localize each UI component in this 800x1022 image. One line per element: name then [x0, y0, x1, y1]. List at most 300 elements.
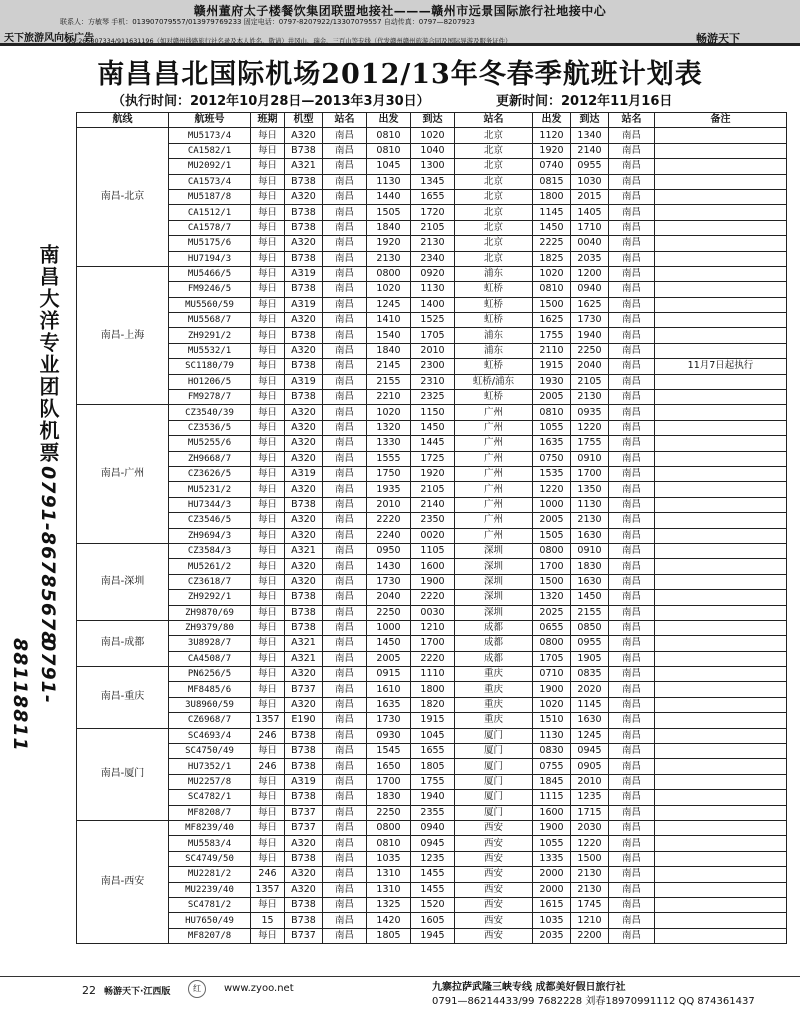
table-cell: 1330: [367, 436, 411, 451]
table-cell: 每日: [251, 328, 285, 343]
table-cell: 南昌: [323, 159, 367, 174]
flight-number-cell: CA4508/7: [169, 651, 251, 666]
table-cell: 每日: [251, 251, 285, 266]
table-cell: 南昌: [323, 374, 367, 389]
table-cell: 1755: [533, 328, 571, 343]
table-cell: A320: [285, 882, 323, 897]
table-cell: B738: [285, 497, 323, 512]
table-cell: 0815: [533, 174, 571, 189]
table-cell: 0905: [571, 759, 609, 774]
table-row: [77, 390, 787, 405]
table-cell: 南昌: [323, 605, 367, 620]
table-row: [77, 636, 787, 651]
table-cell: 2240: [367, 528, 411, 543]
table-cell: 南昌: [323, 266, 367, 281]
table-cell: 0800: [367, 266, 411, 281]
table-cell: 1345: [411, 174, 455, 189]
table-cell: 1600: [533, 805, 571, 820]
table-row: [77, 790, 787, 805]
table-cell: 南昌: [323, 805, 367, 820]
table-cell: 每日: [251, 374, 285, 389]
table-cell: 南昌: [323, 328, 367, 343]
table-row: [77, 466, 787, 481]
side-ad-strip: [9, 244, 62, 804]
table-cell: 1455: [411, 882, 455, 897]
table-cell: A320: [285, 189, 323, 204]
table-cell: 1500: [533, 574, 571, 589]
remark-cell: [655, 651, 787, 666]
table-cell: 厦门: [455, 805, 533, 820]
table-cell: B738: [285, 220, 323, 235]
table-cell: 广州: [455, 513, 533, 528]
table-cell: 1730: [571, 313, 609, 328]
table-cell: 1235: [411, 851, 455, 866]
table-cell: 0800: [533, 636, 571, 651]
table-cell: 南昌: [609, 251, 655, 266]
table-cell: 南昌: [323, 559, 367, 574]
table-cell: 南昌: [609, 636, 655, 651]
remark-cell: 11月7日起执行: [655, 359, 787, 374]
table-row: [77, 759, 787, 774]
table-cell: 1145: [571, 697, 609, 712]
table-cell: 2130: [571, 513, 609, 528]
table-cell: 1420: [367, 913, 411, 928]
table-cell: 西安: [455, 836, 533, 851]
table-row: [77, 451, 787, 466]
table-cell: 南昌: [609, 836, 655, 851]
table-cell: A320: [285, 482, 323, 497]
table-cell: 1105: [411, 543, 455, 558]
remark-cell: [655, 497, 787, 512]
table-cell: 0810: [533, 405, 571, 420]
table-cell: 0940: [571, 282, 609, 297]
table-cell: 南昌: [323, 482, 367, 497]
table-cell: 深圳: [455, 574, 533, 589]
table-cell: 每日: [251, 436, 285, 451]
table-cell: 2130: [571, 867, 609, 882]
table-cell: 0810: [533, 282, 571, 297]
table-cell: 2105: [411, 220, 455, 235]
table-cell: 0020: [411, 528, 455, 543]
table-cell: 1350: [571, 482, 609, 497]
table-cell: 2310: [411, 374, 455, 389]
table-cell: 0945: [411, 836, 455, 851]
table-cell: 南昌: [323, 744, 367, 759]
table-cell: 1000: [533, 497, 571, 512]
table-cell: A320: [285, 451, 323, 466]
brand-logo: 红: [188, 980, 206, 998]
table-cell: 南昌: [609, 744, 655, 759]
table-cell: 南昌: [323, 405, 367, 420]
table-row: [77, 482, 787, 497]
table-cell: A320: [285, 436, 323, 451]
table-cell: B737: [285, 820, 323, 835]
table-cell: 每日: [251, 236, 285, 251]
table-cell: 南昌: [609, 328, 655, 343]
table-cell: 2210: [367, 390, 411, 405]
table-cell: 深圳: [455, 590, 533, 605]
table-cell: 南昌: [609, 528, 655, 543]
table-row: [77, 143, 787, 158]
table-cell: B738: [285, 790, 323, 805]
flight-number-cell: HO1206/5: [169, 374, 251, 389]
table-cell: 1700: [367, 774, 411, 789]
table-cell: 重庆: [455, 667, 533, 682]
table-cell: 南昌: [323, 667, 367, 682]
table-cell: 虹桥: [455, 282, 533, 297]
table-cell: 2040: [367, 590, 411, 605]
table-cell: 1400: [411, 297, 455, 312]
table-cell: 南昌: [609, 820, 655, 835]
table-cell: 厦门: [455, 790, 533, 805]
table-cell: 2145: [367, 359, 411, 374]
table-row: [77, 882, 787, 897]
table-cell: 1020: [367, 405, 411, 420]
column-header: 航线: [77, 113, 169, 128]
table-cell: 2010: [411, 343, 455, 358]
table-cell: 每日: [251, 744, 285, 759]
remark-cell: [655, 466, 787, 481]
table-cell: 2200: [571, 928, 609, 943]
table-cell: 1020: [367, 282, 411, 297]
table-cell: 1900: [533, 820, 571, 835]
table-cell: B737: [285, 805, 323, 820]
table-cell: 2030: [571, 820, 609, 835]
table-cell: B738: [285, 174, 323, 189]
table-row: [77, 682, 787, 697]
table-cell: 1145: [533, 205, 571, 220]
table-cell: 1725: [411, 451, 455, 466]
flight-number-cell: CA1578/7: [169, 220, 251, 235]
table-cell: A320: [285, 513, 323, 528]
table-cell: 每日: [251, 590, 285, 605]
table-cell: 南昌: [323, 143, 367, 158]
table-cell: 南昌: [609, 790, 655, 805]
table-row: [77, 867, 787, 882]
remark-cell: [655, 266, 787, 281]
exec-period: （执行时间：2012年10月28日—2013年3月30日）: [112, 94, 430, 109]
table-cell: 2130: [411, 236, 455, 251]
table-cell: 1020: [411, 128, 455, 143]
table-row: [77, 744, 787, 759]
page-title: 南昌昌北国际机场2012/13年冬春季航班计划表: [97, 59, 703, 90]
table-cell: 1830: [571, 559, 609, 574]
footer-website[interactable]: www.zyoo.net: [224, 983, 294, 994]
table-cell: 深圳: [455, 605, 533, 620]
table-cell: 南昌: [609, 651, 655, 666]
table-cell: 1945: [411, 928, 455, 943]
table-cell: 1405: [571, 205, 609, 220]
table-cell: 南昌: [609, 236, 655, 251]
table-cell: 0945: [571, 744, 609, 759]
flight-number-cell: MU2092/1: [169, 159, 251, 174]
table-cell: 厦门: [455, 728, 533, 743]
table-cell: 厦门: [455, 774, 533, 789]
table-cell: 每日: [251, 790, 285, 805]
table-cell: 0810: [367, 836, 411, 851]
remark-cell: [655, 667, 787, 682]
table-cell: 南昌: [609, 266, 655, 281]
table-cell: B738: [285, 359, 323, 374]
table-cell: 1625: [533, 313, 571, 328]
table-cell: 1600: [411, 559, 455, 574]
table-cell: 每日: [251, 174, 285, 189]
flight-number-cell: MU5255/6: [169, 436, 251, 451]
table-cell: 南昌: [609, 774, 655, 789]
table-cell: B737: [285, 928, 323, 943]
table-cell: 1245: [571, 728, 609, 743]
table-cell: A320: [285, 236, 323, 251]
flight-schedule-table: [76, 112, 787, 944]
table-cell: 1450: [571, 590, 609, 605]
table-cell: 2140: [411, 497, 455, 512]
table-cell: 每日: [251, 313, 285, 328]
table-cell: 南昌: [609, 497, 655, 512]
table-cell: 1705: [411, 328, 455, 343]
table-cell: 每日: [251, 836, 285, 851]
route-cell: 南昌-重庆: [77, 667, 169, 729]
flight-number-cell: MU5568/7: [169, 313, 251, 328]
remark-cell: [655, 574, 787, 589]
table-cell: 2325: [411, 390, 455, 405]
flight-number-cell: CA1582/1: [169, 143, 251, 158]
table-cell: 南昌: [609, 128, 655, 143]
table-cell: 2000: [533, 867, 571, 882]
table-cell: 广州: [455, 420, 533, 435]
table-cell: 南昌: [609, 543, 655, 558]
table-cell: 南昌: [609, 143, 655, 158]
flight-number-cell: MU5173/4: [169, 128, 251, 143]
remark-cell: [655, 728, 787, 743]
flight-number-cell: ZH9291/2: [169, 328, 251, 343]
table-cell: 1210: [411, 620, 455, 635]
table-cell: 1115: [533, 790, 571, 805]
table-cell: 南昌: [609, 313, 655, 328]
table-cell: 0655: [533, 620, 571, 635]
table-cell: 浦东: [455, 328, 533, 343]
column-header: 出发: [367, 113, 411, 128]
header-right-tag: 畅游天下: [696, 32, 740, 45]
table-cell: 重庆: [455, 682, 533, 697]
table-row: [77, 405, 787, 420]
table-cell: 南昌: [609, 574, 655, 589]
table-cell: 2040: [571, 359, 609, 374]
flight-number-cell: MU5261/2: [169, 559, 251, 574]
table-cell: 南昌: [609, 390, 655, 405]
table-cell: 北京: [455, 159, 533, 174]
table-cell: 每日: [251, 497, 285, 512]
remark-cell: [655, 159, 787, 174]
table-cell: 每日: [251, 343, 285, 358]
column-header: 站名: [609, 113, 655, 128]
table-cell: 南昌: [323, 390, 367, 405]
table-cell: 南昌: [609, 451, 655, 466]
table-cell: B738: [285, 897, 323, 912]
table-row: [77, 205, 787, 220]
remark-cell: [655, 297, 787, 312]
table-cell: A320: [285, 867, 323, 882]
remark-cell: [655, 790, 787, 805]
table-cell: 每日: [251, 897, 285, 912]
header-qq-line: QQ:265807334/911631196（如对赣州线路旅行社名录及本人姓名，敬请）井冈山、瑞金、三百山等专线（代发赣州赣州旅游合同及国际导游及服务证件）: [66, 37, 512, 45]
table-cell: 1540: [367, 328, 411, 343]
flight-number-cell: MU5231/2: [169, 482, 251, 497]
table-row: [77, 774, 787, 789]
flight-number-cell: CZ6968/7: [169, 713, 251, 728]
table-cell: 1500: [571, 851, 609, 866]
table-cell: 1510: [533, 713, 571, 728]
column-header: 机型: [285, 113, 323, 128]
table-cell: 1235: [571, 790, 609, 805]
table-cell: 南昌: [609, 359, 655, 374]
remark-cell: [655, 851, 787, 866]
table-cell: 浦东: [455, 266, 533, 281]
table-row: [77, 313, 787, 328]
table-cell: 浦东: [455, 343, 533, 358]
table-cell: 深圳: [455, 543, 533, 558]
table-row: [77, 836, 787, 851]
table-cell: A319: [285, 774, 323, 789]
table-cell: 1840: [367, 220, 411, 235]
table-cell: 北京: [455, 189, 533, 204]
flight-number-cell: SC4693/4: [169, 728, 251, 743]
table-cell: 广州: [455, 436, 533, 451]
table-row: [77, 374, 787, 389]
table-cell: B738: [285, 205, 323, 220]
table-cell: 1940: [571, 328, 609, 343]
remark-cell: [655, 713, 787, 728]
table-cell: 1700: [571, 466, 609, 481]
table-cell: A321: [285, 636, 323, 651]
route-cell: 南昌-深圳: [77, 543, 169, 620]
table-cell: 1635: [533, 436, 571, 451]
table-cell: B738: [285, 728, 323, 743]
flight-number-cell: MU5466/5: [169, 266, 251, 281]
table-cell: 1505: [367, 205, 411, 220]
table-row: [77, 651, 787, 666]
remark-cell: [655, 820, 787, 835]
table-cell: 1110: [411, 667, 455, 682]
remark-cell: [655, 220, 787, 235]
table-cell: 1000: [367, 620, 411, 635]
table-cell: 2340: [411, 251, 455, 266]
table-cell: 每日: [251, 282, 285, 297]
table-cell: 1035: [533, 913, 571, 928]
table-row: [77, 543, 787, 558]
remark-cell: [655, 636, 787, 651]
table-cell: 0800: [367, 820, 411, 835]
table-cell: 1150: [411, 405, 455, 420]
table-cell: 南昌: [323, 251, 367, 266]
table-cell: 1500: [533, 297, 571, 312]
table-cell: 南昌: [323, 790, 367, 805]
table-row: [77, 851, 787, 866]
table-row: [77, 297, 787, 312]
table-cell: 2105: [411, 482, 455, 497]
table-cell: 深圳: [455, 559, 533, 574]
table-cell: 南昌: [609, 605, 655, 620]
table-cell: A320: [285, 343, 323, 358]
table-cell: 246: [251, 867, 285, 882]
flight-number-cell: SC4782/1: [169, 790, 251, 805]
flight-number-cell: CA1512/1: [169, 205, 251, 220]
remark-cell: [655, 605, 787, 620]
table-cell: 2220: [411, 590, 455, 605]
route-cell: 南昌-成都: [77, 620, 169, 666]
table-cell: 1840: [367, 343, 411, 358]
table-cell: 1520: [411, 897, 455, 912]
table-cell: 南昌: [323, 759, 367, 774]
table-cell: 0955: [571, 159, 609, 174]
table-cell: 广州: [455, 497, 533, 512]
table-cell: 南昌: [609, 297, 655, 312]
table-cell: 1310: [367, 882, 411, 897]
table-cell: 每日: [251, 451, 285, 466]
table-cell: 2035: [533, 928, 571, 943]
table-row: [77, 343, 787, 358]
table-cell: 南昌: [609, 436, 655, 451]
column-header: 备注: [655, 113, 787, 128]
column-header: 到达: [571, 113, 609, 128]
flight-number-cell: MF8208/7: [169, 805, 251, 820]
table-cell: 2005: [533, 513, 571, 528]
table-cell: 2250: [571, 343, 609, 358]
table-cell: 2130: [571, 882, 609, 897]
table-cell: 0950: [367, 543, 411, 558]
table-cell: 每日: [251, 528, 285, 543]
table-cell: 1030: [571, 174, 609, 189]
remark-cell: [655, 128, 787, 143]
table-cell: B738: [285, 759, 323, 774]
remark-cell: [655, 405, 787, 420]
table-cell: 2155: [571, 605, 609, 620]
column-header: 航班号: [169, 113, 251, 128]
table-row: [77, 605, 787, 620]
table-cell: 南昌: [609, 343, 655, 358]
remark-cell: [655, 620, 787, 635]
table-row: [77, 328, 787, 343]
table-cell: 1455: [411, 867, 455, 882]
table-cell: A319: [285, 466, 323, 481]
remark-cell: [655, 189, 787, 204]
table-cell: 1505: [533, 528, 571, 543]
table-cell: 2350: [411, 513, 455, 528]
remark-cell: [655, 897, 787, 912]
table-cell: 1035: [367, 851, 411, 866]
table-cell: 每日: [251, 390, 285, 405]
table-cell: 1650: [367, 759, 411, 774]
table-cell: 1900: [533, 682, 571, 697]
remark-cell: [655, 513, 787, 528]
table-row: [77, 159, 787, 174]
table-cell: 1310: [367, 867, 411, 882]
table-row: [77, 266, 787, 281]
table-row: [77, 128, 787, 143]
table-cell: 南昌: [609, 867, 655, 882]
table-cell: 0810: [367, 143, 411, 158]
table-row: [77, 251, 787, 266]
table-cell: 2025: [533, 605, 571, 620]
table-cell: 每日: [251, 128, 285, 143]
table-cell: 南昌: [323, 359, 367, 374]
table-cell: 1745: [571, 897, 609, 912]
table-cell: 重庆: [455, 713, 533, 728]
table-cell: 1705: [533, 651, 571, 666]
route-cell: 南昌-厦门: [77, 728, 169, 820]
remark-cell: [655, 390, 787, 405]
table-cell: 南昌: [323, 682, 367, 697]
table-cell: 南昌: [323, 574, 367, 589]
